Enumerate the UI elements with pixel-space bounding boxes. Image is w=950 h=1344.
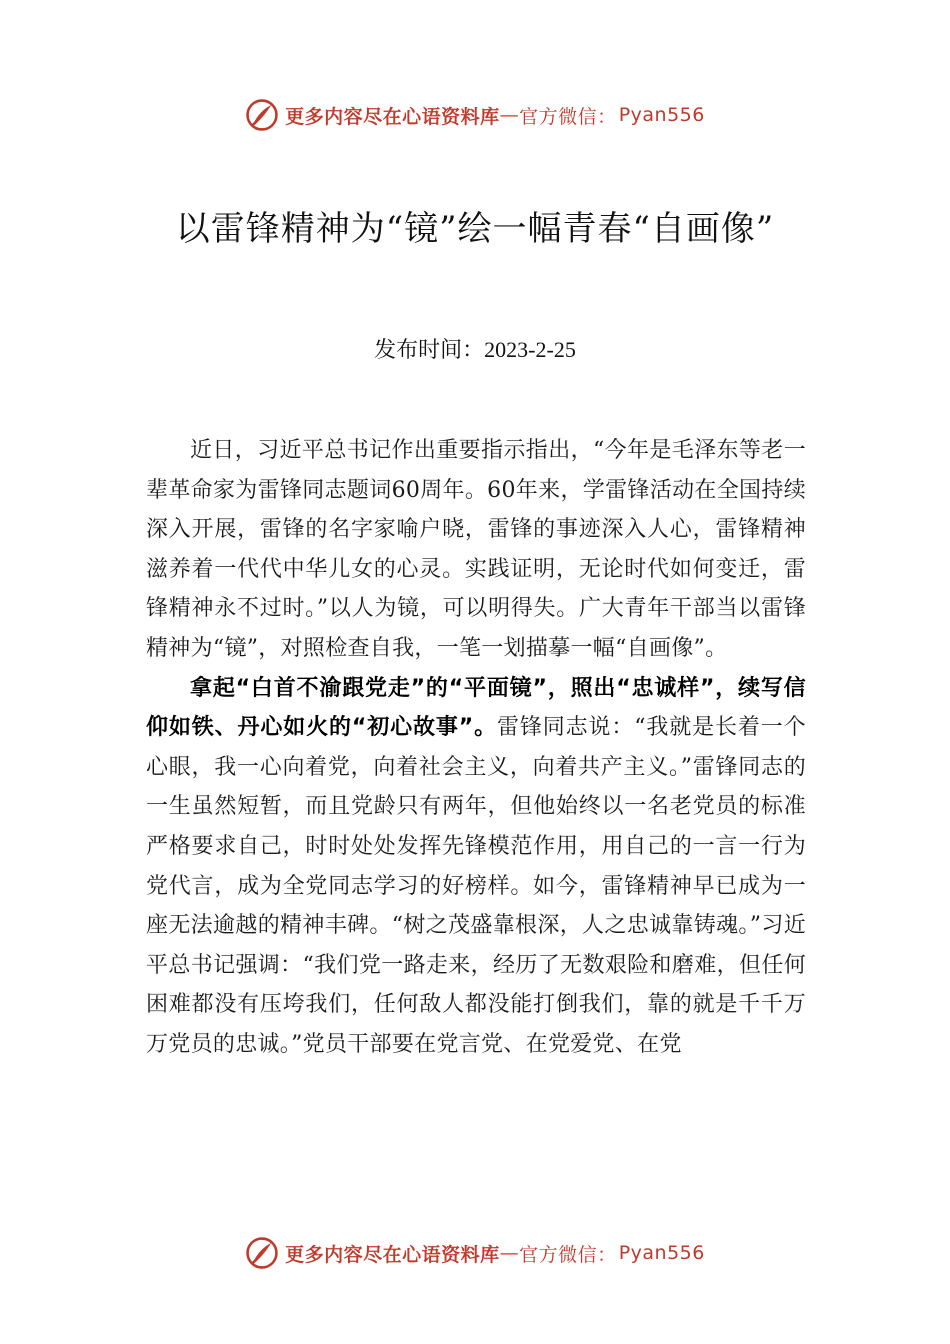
article-title: 以雷锋精神为“镜”绘一幅青春“自画像” bbox=[175, 209, 775, 249]
paragraph bbox=[146, 669, 806, 1065]
publish-date bbox=[0, 334, 950, 367]
watermark-site-text: 更多内容尽在心语资料库 bbox=[285, 105, 500, 128]
brush-logo-icon bbox=[245, 1236, 279, 1270]
watermark-wechat-id: Pyan556 bbox=[618, 1242, 705, 1264]
watermark-separator: — bbox=[499, 1242, 520, 1264]
header-watermark bbox=[0, 95, 950, 135]
footer-watermark bbox=[0, 1233, 950, 1273]
brush-logo-icon bbox=[245, 98, 279, 132]
watermark-label: 官方微信： bbox=[519, 105, 617, 128]
watermark-site-text: 更多内容尽在心语资料库 bbox=[285, 1243, 500, 1266]
paragraph-text: 近日，习近平总书记作出重要指示指出，“今年是毛泽东等老一辈革命家为雷锋同志题词60周年。60年来，学雷锋活动在全国持续深入开展，雷锋的名字家喻户晓，雷锋的事迹深入人心，雷锋精神滋养着一代代中华儿女的心灵。实践证明，无论时代如何变迁，雷锋精神永不过时。”以人为镜，可以明得失。广大青年干部当以雷锋精神为“镜”，对照检查自我，一笔一划描摹一幅“自画像”。 bbox=[146, 438, 806, 661]
publish-date-value: 2023-2-25 bbox=[484, 337, 576, 362]
publish-date-label: 发布时间： bbox=[374, 338, 485, 363]
watermark-separator: — bbox=[499, 104, 520, 126]
paragraph bbox=[146, 431, 806, 669]
article-body bbox=[146, 431, 806, 1065]
watermark-wechat-id: Pyan556 bbox=[618, 104, 705, 126]
paragraph-text: 雷锋同志说：“我就是长着一个心眼，我一心向着党，向着社会主义，向着共产主义。”雷锋同志的一生虽然短暂，而且党龄只有两年，但他始终以一名老党员的标准严格要求自己，时时处处发挥先锋模范作用，用自己的一言一行为党代言，成为全党同志学习的好榜样。如今，雷锋精神早已成为一座无法逾越的精神丰碑。“树之茂盛靠根深，人之忠诚靠铸魂。”习近平总书记强调：“我们党一路走来，经历了无数艰险和磨难，但任何困难都没有压垮我们，任何敌人都没能打倒我们，靠的就是千千万万党员的忠诚。”党员干部要在党言党、在党爱党、在党 bbox=[146, 715, 806, 1057]
paragraph-lead: 拿起“白首不渝跟党走”的“平面镜”，照出“忠诚样”，续写信仰如铁、丹心如火的“初心故事”。 bbox=[146, 675, 806, 741]
watermark-label: 官方微信： bbox=[519, 1243, 617, 1266]
